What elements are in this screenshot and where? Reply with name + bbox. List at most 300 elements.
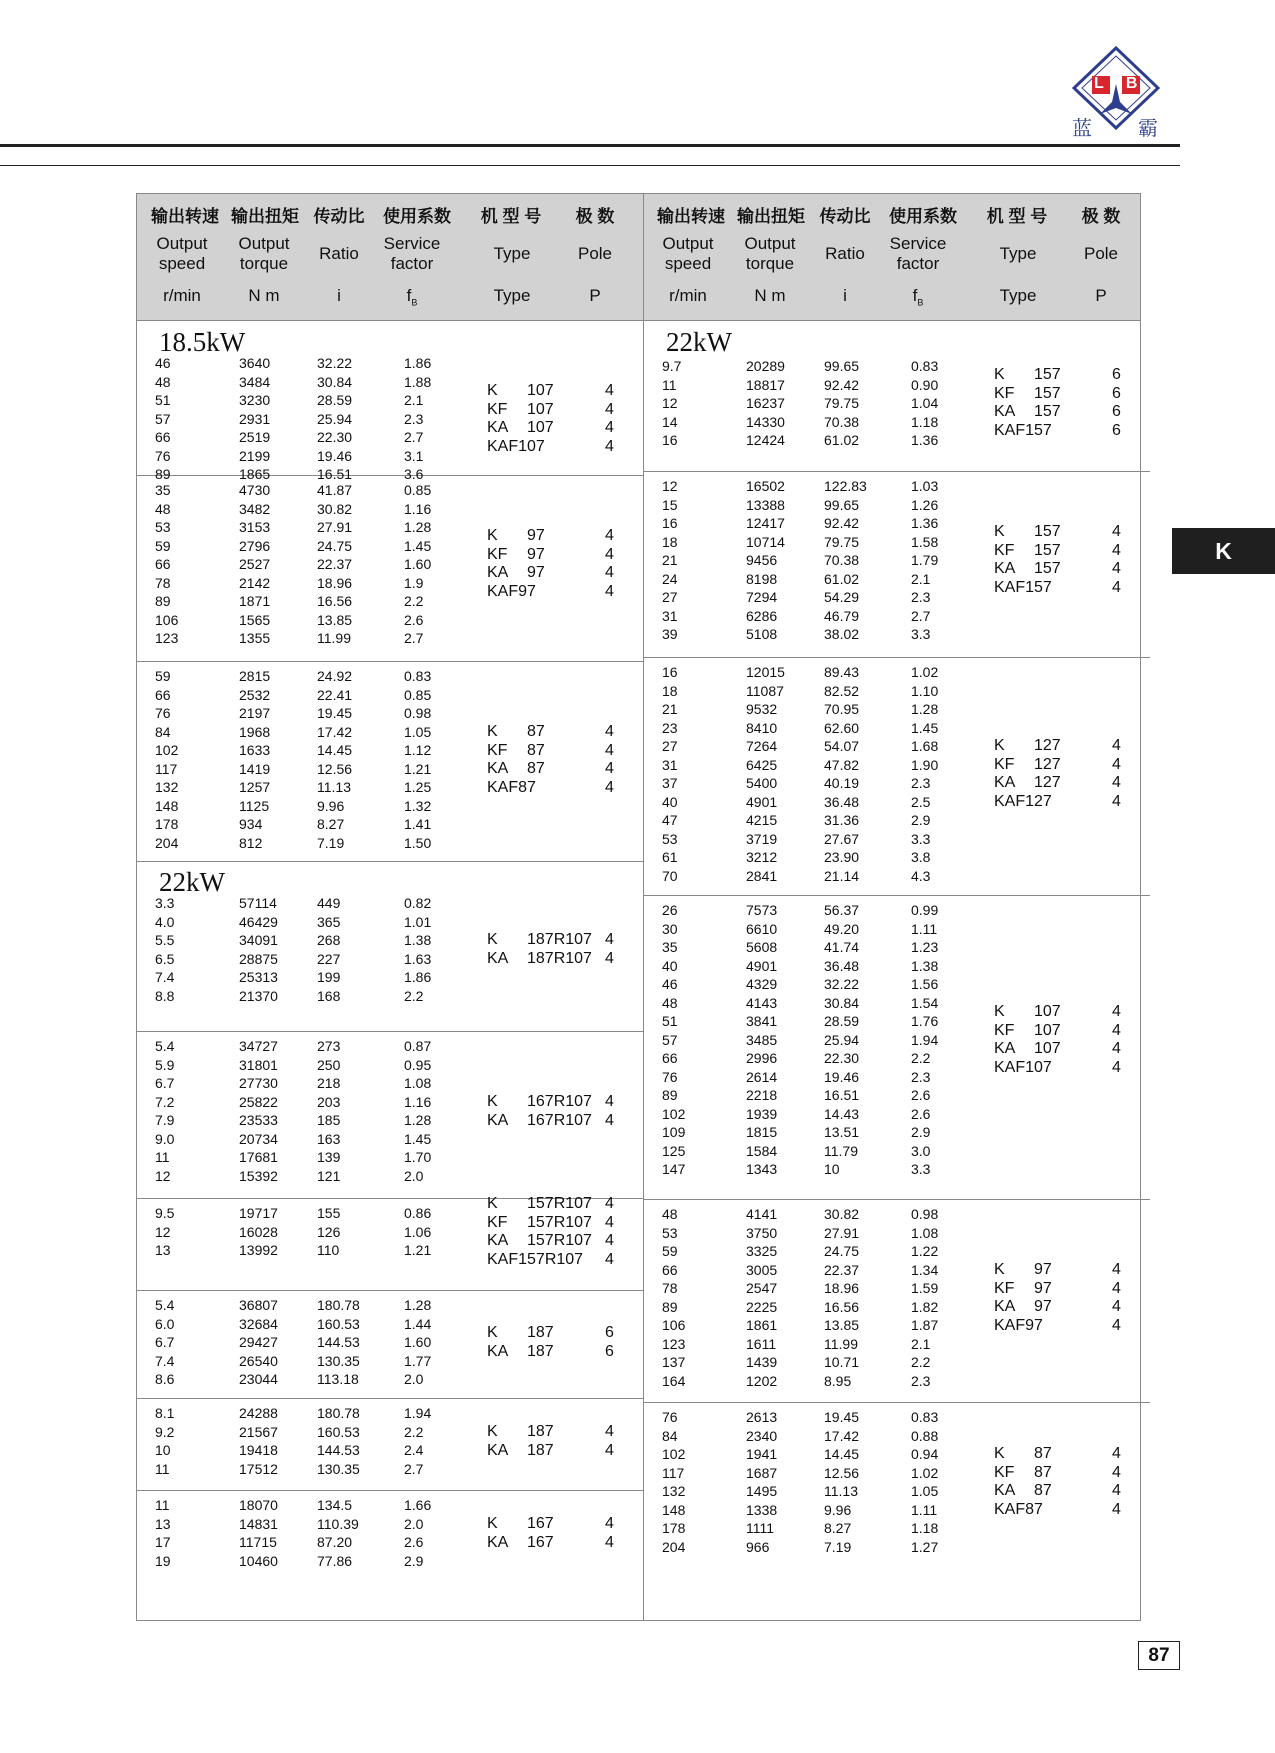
type-prefix: KA (487, 949, 509, 967)
torque-cell: 934 (239, 816, 263, 832)
torque-cell: 1111 (746, 1520, 775, 1536)
factor-cell: 2.4 (404, 1442, 424, 1458)
factor-cell: 1.21 (404, 760, 432, 777)
ratio-cell: 16.56 (317, 593, 353, 609)
torque-cell: 1939 (746, 1105, 778, 1122)
ratio-cell: 19.46 (317, 447, 353, 464)
factor-cell: 1.9 (404, 574, 424, 591)
ratio-cell: 11.99 (317, 630, 351, 646)
ratio-cell: 24.92 (317, 668, 353, 684)
table-row (644, 357, 1150, 375)
type-prefix: K (994, 737, 1005, 754)
torque-cell: 16237 (746, 395, 785, 411)
table-row (137, 1352, 643, 1370)
ratio-cell: 99.65 (824, 496, 860, 513)
torque-cell: 1861 (746, 1317, 778, 1333)
pole-value: 4 (605, 1111, 614, 1129)
speed-cell: 13 (155, 1242, 171, 1258)
table-row (137, 815, 643, 833)
speed-cell: 27 (662, 738, 678, 754)
ratio-cell: 24.75 (824, 1243, 860, 1259)
table-row (644, 394, 1150, 412)
table-row (137, 686, 643, 704)
speed-cell: 6.0 (155, 1315, 175, 1332)
factor-cell: 0.88 (911, 1427, 939, 1444)
spec-block (644, 895, 1150, 1200)
speed-cell: 7.4 (155, 969, 175, 985)
ratio-cell: 30.82 (317, 500, 353, 517)
table-row (644, 1031, 1150, 1049)
speed-cell: 5.9 (155, 1056, 175, 1073)
torque-cell: 12015 (746, 664, 785, 680)
ratio-cell: 49.20 (824, 920, 860, 937)
speed-cell: 35 (662, 939, 678, 955)
speed-cell: 8.8 (155, 987, 175, 1004)
torque-cell: 3719 (746, 830, 778, 847)
torque-cell: 34727 (239, 1038, 278, 1054)
table-row (644, 920, 1150, 938)
factor-cell: 2.3 (911, 1068, 931, 1085)
torque-cell: 3325 (746, 1243, 778, 1259)
torque-cell: 3750 (746, 1224, 778, 1241)
hdr-en-type: Type (493, 244, 531, 263)
table-row (137, 1370, 643, 1388)
factor-cell: 2.3 (911, 775, 931, 791)
torque-cell: 32684 (239, 1315, 278, 1332)
type-size: 157 (1034, 403, 1061, 420)
torque-cell: 10714 (746, 533, 785, 550)
table-row (137, 1296, 643, 1314)
torque-cell: 1338 (746, 1501, 778, 1518)
speed-cell: 12 (155, 1223, 171, 1240)
table-row (137, 1130, 643, 1148)
type-prefix: KF (487, 741, 508, 759)
torque-cell: 2519 (239, 429, 271, 445)
pole-value: 4 (1112, 1316, 1121, 1334)
ratio-cell: 62.60 (824, 719, 860, 736)
factor-cell: 1.82 (911, 1298, 939, 1315)
ratio-cell: 25.94 (317, 410, 353, 427)
ratio-cell: 22.30 (317, 429, 353, 445)
pole-value: 4 (1112, 1021, 1121, 1039)
speed-cell: 164 (662, 1372, 686, 1389)
ratio-cell: 40.19 (824, 775, 860, 791)
table-row (137, 592, 643, 610)
pole-value: 4 (1112, 560, 1121, 577)
speed-cell: 27 (662, 589, 678, 605)
speed-cell: 76 (662, 1409, 678, 1425)
speed-cell: 78 (155, 574, 171, 591)
table-row (137, 1074, 643, 1092)
torque-cell: 3230 (239, 392, 271, 408)
hdr-en-ratio-r: Ratio (825, 244, 865, 263)
pole-value: 4 (1112, 1058, 1121, 1076)
table-row (644, 1519, 1150, 1537)
table-row (644, 496, 1150, 514)
speed-cell: 13 (155, 1515, 171, 1532)
speed-cell: 39 (662, 626, 678, 642)
ratio-cell: 110.39 (317, 1515, 359, 1532)
type-size: 157R107 (527, 1232, 592, 1249)
hdr-unit-pole-r: P (1095, 286, 1107, 305)
table-row (644, 1335, 1150, 1353)
table-row (137, 667, 643, 685)
hdr-unit-factor: $f_B$ (406, 286, 418, 308)
ratio-cell: 54.29 (824, 589, 860, 605)
factor-cell: 3.3 (911, 1161, 931, 1177)
ratio-cell: 18.96 (317, 574, 353, 591)
factor-cell: 1.05 (911, 1483, 939, 1499)
torque-cell: 16502 (746, 478, 785, 494)
type-size: 127 (1034, 737, 1061, 754)
ratio-cell: 180.78 (317, 1297, 360, 1313)
torque-cell: 28875 (239, 950, 278, 967)
speed-cell: 14 (662, 413, 678, 430)
torque-cell: 2527 (239, 556, 271, 572)
hdr-cn-speed: 输出转速 (151, 207, 219, 226)
ratio-cell: 77.86 (317, 1552, 353, 1569)
factor-cell: 2.2 (404, 1423, 424, 1440)
speed-cell: 57 (662, 1031, 678, 1048)
ratio-cell: 11.79 (824, 1142, 858, 1159)
pole-value: 4 (605, 723, 614, 740)
factor-cell: 1.28 (911, 701, 939, 717)
ratio-cell: 10 (824, 1161, 840, 1177)
table-row (644, 994, 1150, 1012)
torque-cell: 5608 (746, 939, 778, 955)
torque-cell: 1815 (746, 1124, 778, 1140)
pole-value: 4 (605, 1250, 614, 1268)
pole-value: 4 (605, 400, 614, 418)
spec-block (137, 1490, 643, 1620)
torque-cell: 3640 (239, 355, 271, 371)
factor-cell: 0.95 (404, 1056, 432, 1073)
pole-value: 4 (605, 1093, 614, 1110)
speed-cell: 18 (662, 533, 678, 550)
type-prefix: KF (994, 541, 1015, 559)
type-prefix: KAF87 (487, 778, 536, 796)
type-prefix: K (487, 1423, 498, 1440)
factor-cell: 1.16 (404, 1093, 432, 1110)
torque-cell: 6286 (746, 607, 778, 624)
ratio-cell: 8.95 (824, 1372, 852, 1389)
table-row (644, 1316, 1150, 1334)
factor-cell: 2.0 (404, 1371, 424, 1387)
torque-cell: 7264 (746, 738, 778, 754)
type-prefix: KF (994, 1021, 1015, 1039)
torque-cell: 3153 (239, 519, 271, 535)
speed-cell: 76 (662, 1068, 678, 1085)
factor-cell: 3.6 (404, 466, 424, 482)
factor-cell: 1.63 (404, 950, 432, 967)
type-size: 167 (527, 1533, 554, 1551)
hdr-en-factor: Service factor (383, 234, 441, 273)
speed-cell: 48 (155, 373, 171, 390)
ratio-cell: 8.27 (317, 816, 345, 832)
factor-cell: 0.98 (404, 705, 432, 721)
torque-cell: 25822 (239, 1093, 278, 1110)
torque-cell: 1941 (746, 1446, 778, 1462)
torque-cell: 1355 (239, 630, 271, 646)
pole-value: 4 (605, 437, 614, 455)
type-prefix: KAF107 (994, 1058, 1052, 1076)
ratio-cell: 268 (317, 932, 341, 948)
type-size: 127 (1034, 755, 1061, 773)
spec-block (137, 321, 643, 482)
type-size: 97 (1034, 1279, 1052, 1297)
ratio-cell: 27.91 (824, 1224, 860, 1241)
torque-cell: 2199 (239, 447, 271, 464)
speed-cell: 76 (155, 447, 171, 464)
factor-cell: 1.25 (404, 779, 432, 795)
pole-value: 4 (605, 419, 614, 436)
pole-value: 4 (1112, 737, 1121, 754)
type-size: 187R107 (527, 949, 592, 967)
ratio-cell: 8.27 (824, 1520, 852, 1536)
torque-cell: 19418 (239, 1442, 278, 1458)
torque-cell: 18817 (746, 376, 785, 393)
factor-cell: 2.7 (404, 630, 424, 646)
factor-cell: 1.45 (404, 1130, 432, 1147)
type-size: 97 (527, 545, 545, 563)
factor-cell: 2.0 (404, 1515, 424, 1532)
pole-value: 6 (1112, 366, 1121, 383)
factor-cell: 1.22 (911, 1243, 939, 1259)
type-prefix: KA (487, 564, 509, 581)
type-prefix: KA (994, 560, 1016, 577)
type-size: 87 (527, 741, 545, 759)
table-row (644, 431, 1150, 449)
factor-cell: 1.28 (404, 1297, 432, 1313)
logo-right-char: 霸 (1138, 118, 1158, 140)
torque-cell: 1257 (239, 779, 271, 795)
hdr-unit-torque: N m (248, 286, 280, 305)
pole-value: 4 (605, 545, 614, 563)
torque-cell: 13388 (746, 496, 785, 513)
torque-cell: 13992 (239, 1242, 278, 1258)
torque-cell: 23533 (239, 1112, 278, 1128)
torque-cell: 2796 (239, 537, 271, 554)
speed-cell: 6.5 (155, 950, 175, 967)
type-prefix: KF (487, 545, 508, 563)
speed-cell: 106 (662, 1317, 686, 1333)
ratio-cell: 9.96 (824, 1501, 852, 1518)
speed-cell: 48 (662, 1206, 678, 1222)
torque-cell: 12417 (746, 515, 785, 531)
factor-cell: 2.6 (404, 611, 424, 628)
type-size: 87 (1034, 1463, 1052, 1481)
speed-cell: 19 (155, 1552, 171, 1569)
speed-cell: 66 (662, 1261, 678, 1278)
table-row (644, 700, 1150, 718)
torque-cell: 2931 (239, 410, 271, 427)
type-prefix: K (487, 723, 498, 740)
factor-cell: 1.94 (911, 1031, 939, 1048)
table-row (137, 410, 643, 428)
table-row (137, 968, 643, 986)
type-size: 87 (527, 760, 545, 777)
spec-block (644, 471, 1150, 658)
hdr-unit-pole: P (589, 286, 601, 305)
torque-cell: 7573 (746, 902, 778, 918)
torque-cell: 14831 (239, 1515, 278, 1532)
table-row (137, 391, 643, 409)
factor-cell: 1.87 (911, 1317, 939, 1333)
type-prefix: KF (487, 400, 508, 418)
ratio-cell: 31.36 (824, 812, 860, 828)
pole-value: 4 (605, 778, 614, 796)
speed-cell: 5.4 (155, 1038, 175, 1054)
type-prefix: K (487, 1324, 498, 1341)
table-row (137, 913, 643, 931)
ratio-cell: 449 (317, 895, 341, 911)
torque-cell: 1565 (239, 611, 271, 628)
ratio-cell: 199 (317, 969, 341, 985)
speed-cell: 17 (155, 1534, 171, 1550)
speed-cell: 7.9 (155, 1112, 175, 1128)
speed-cell: 70 (662, 867, 678, 884)
pole-value: 4 (1112, 1500, 1121, 1518)
speed-cell: 59 (155, 537, 171, 554)
torque-cell: 1125 (239, 797, 270, 814)
table-row (644, 1012, 1150, 1030)
speed-cell: 89 (155, 466, 171, 482)
table-row (137, 1441, 643, 1459)
torque-cell: 14330 (746, 413, 785, 430)
table-row (644, 1224, 1150, 1242)
torque-cell: 17512 (239, 1460, 278, 1477)
pole-value: 4 (605, 741, 614, 759)
speed-cell: 12 (662, 478, 678, 494)
type-prefix: K (487, 1515, 498, 1532)
speed-cell: 102 (155, 742, 179, 758)
speed-cell: 35 (155, 482, 171, 498)
ratio-cell: 185 (317, 1112, 341, 1128)
table-row (644, 1298, 1150, 1316)
ratio-cell: 160.53 (317, 1423, 360, 1440)
factor-cell: 1.02 (911, 664, 939, 680)
pole-value: 4 (605, 1441, 614, 1459)
factor-cell: 1.36 (911, 432, 939, 448)
table-row (137, 987, 643, 1005)
table-row (137, 1533, 643, 1551)
table-row (137, 797, 643, 815)
table-row (644, 477, 1150, 495)
side-tab-k: K (1172, 528, 1275, 574)
speed-cell: 47 (662, 812, 678, 828)
table-row (644, 1261, 1150, 1279)
speed-cell: 51 (155, 392, 171, 408)
torque-cell: 4143 (746, 994, 778, 1011)
ratio-cell: 9.96 (317, 797, 345, 814)
torque-cell: 10460 (239, 1552, 278, 1569)
speed-cell: 48 (662, 994, 678, 1011)
table-row (137, 1167, 643, 1185)
factor-cell: 2.9 (911, 812, 931, 828)
table-row (137, 1515, 643, 1533)
hdr-en-ratio: Ratio (319, 244, 359, 263)
type-prefix: KA (487, 1533, 509, 1551)
torque-cell: 1865 (239, 466, 271, 482)
hdr-cn-type: 机 型 号 (480, 207, 542, 226)
hdr-en-speed-r: Output speed (662, 234, 714, 273)
ratio-cell: 13.85 (317, 611, 353, 628)
speed-cell: 16 (662, 515, 678, 531)
pole-value: 4 (1112, 541, 1121, 559)
factor-cell: 1.27 (911, 1538, 939, 1555)
type-size: 187 (527, 1441, 554, 1459)
factor-cell: 1.59 (911, 1280, 939, 1296)
ratio-cell: 25.94 (824, 1031, 860, 1048)
torque-cell: 25313 (239, 969, 278, 985)
table-row (137, 894, 643, 912)
logo-letters: L B (1094, 75, 1147, 92)
hdr-en-type-r: Type (999, 244, 1037, 263)
ratio-cell: 30.82 (824, 1206, 860, 1222)
speed-cell: 21 (662, 552, 678, 568)
top-thin-rule (0, 165, 1180, 166)
ratio-cell: 36.48 (824, 793, 860, 810)
factor-cell: 2.9 (404, 1552, 424, 1569)
top-rule (0, 144, 1180, 147)
type-prefix: KF (994, 1463, 1015, 1481)
factor-cell: 1.26 (911, 496, 939, 513)
ratio-cell: 41.74 (824, 939, 860, 955)
ratio-cell: 30.84 (824, 994, 860, 1011)
factor-cell: 3.3 (911, 830, 931, 847)
type-size: 107 (527, 382, 554, 399)
type-prefix: KA (487, 1441, 509, 1459)
torque-cell: 966 (746, 1538, 770, 1555)
type-size: 157 (1034, 366, 1061, 383)
ratio-cell: 144.53 (317, 1334, 360, 1350)
torque-cell: 9456 (746, 552, 778, 568)
pole-value: 4 (1112, 1445, 1121, 1462)
table-row (137, 1056, 643, 1074)
pole-value: 4 (1112, 1298, 1121, 1315)
spec-block (644, 321, 1150, 472)
power-title: 18.5kW (159, 327, 246, 357)
speed-cell: 53 (155, 519, 171, 535)
spec-block (137, 1195, 643, 1291)
speed-cell: 11 (155, 1460, 170, 1477)
spec-block (137, 475, 643, 662)
factor-cell: 1.32 (404, 797, 432, 814)
speed-cell: 31 (662, 756, 678, 773)
type-prefix: KF (994, 384, 1015, 402)
factor-cell: 1.06 (404, 1223, 432, 1240)
ratio-cell: 168 (317, 987, 341, 1004)
factor-cell: 1.45 (404, 537, 432, 554)
type-size: 107 (1034, 1003, 1061, 1020)
table-row (644, 811, 1150, 829)
torque-cell: 2197 (239, 705, 271, 721)
hdr-unit-factor-r: $f_B$ (912, 286, 924, 308)
torque-cell: 4215 (746, 812, 778, 828)
ratio-cell: 227 (317, 950, 341, 967)
speed-cell: 59 (155, 668, 171, 684)
speed-cell: 48 (155, 500, 171, 517)
type-prefix: KA (487, 1342, 509, 1360)
table-row (644, 1501, 1150, 1519)
speed-cell: 137 (662, 1354, 686, 1370)
torque-cell: 7294 (746, 589, 778, 605)
type-size: 157 (1034, 541, 1061, 559)
type-prefix: K (487, 931, 498, 948)
type-size: 97 (1034, 1261, 1052, 1278)
ratio-cell: 82.52 (824, 682, 860, 699)
pole-value: 6 (605, 1324, 614, 1341)
